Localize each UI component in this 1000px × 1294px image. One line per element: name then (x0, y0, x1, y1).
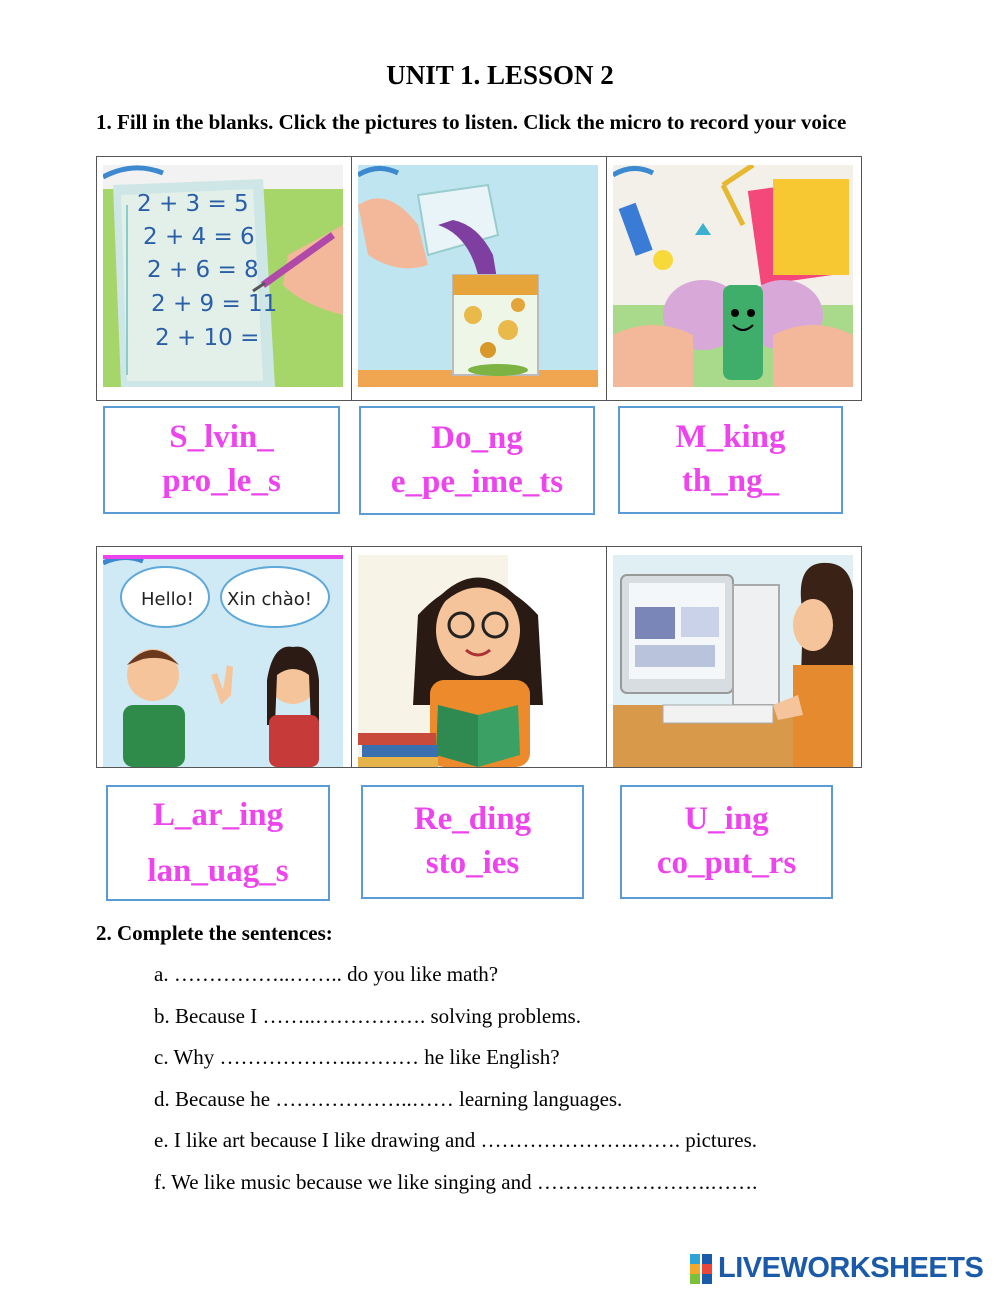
word-box-doing-experiments[interactable] (359, 406, 595, 515)
bubble-hello: Hello! (141, 589, 194, 610)
sentence-e[interactable]: e. I like art because I like drawing and ………………….……. pictures. (154, 1128, 758, 1152)
word-line-1: Do_ng (431, 419, 523, 456)
bubble-xin-chao: Xin chào! (227, 589, 313, 610)
picture-doing-experiments[interactable] (352, 157, 607, 400)
picture-reading-stories[interactable] (352, 547, 607, 767)
liveworksheets-logo (690, 1252, 983, 1285)
picture-using-computers[interactable] (607, 547, 861, 767)
sentence-c[interactable]: c. Why ………………..……… he like English? (154, 1045, 560, 1069)
word-box-learning-languages[interactable] (106, 785, 330, 901)
svg-text:2 + 10 =: 2 + 10 = (155, 325, 260, 351)
word-box-reading-stories[interactable] (361, 785, 584, 899)
logo-badge-icon (690, 1254, 714, 1284)
exercise-2-title: 2. Complete the sentences: (96, 921, 333, 945)
word-box-solving-problems[interactable] (103, 406, 340, 514)
picture-making-things[interactable] (607, 157, 861, 400)
word-line-1: Re_ding (413, 801, 532, 838)
word-line-2: pro_le_s (162, 463, 281, 499)
word-box-using-computers[interactable] (620, 785, 833, 899)
word-line-2: e_pe_ime_ts (390, 463, 564, 500)
svg-text:2 + 9 = 11: 2 + 9 = 11 (151, 291, 278, 317)
word-box-making-things[interactable] (618, 406, 843, 514)
picture-grid-row-2 (96, 546, 862, 768)
sentence-b[interactable]: b. Because I ……..……………. solving problems. (154, 1004, 581, 1028)
page-title: UNIT 1. LESSON 2 (386, 60, 614, 90)
greeting-image (103, 555, 343, 767)
sentence-d[interactable]: d. Because he ………………..…… learning languages. (154, 1087, 623, 1111)
svg-text:2 + 4 = 6: 2 + 4 = 6 (143, 224, 255, 250)
computer-image (613, 555, 853, 767)
exercise-1-instruction: 1. Fill in the blanks. Click the pictures to listen. Click the micro to record your voice (96, 110, 847, 134)
picture-solving-problems[interactable] (97, 157, 352, 400)
picture-grid-row-1 (96, 156, 862, 401)
word-line-1: M_king (675, 419, 786, 456)
svg-text:2 + 6 = 8: 2 + 6 = 8 (147, 257, 259, 283)
experiment-image (358, 165, 598, 387)
picture-learning-languages[interactable] (97, 547, 352, 767)
word-line-1: L_ar_ing (152, 796, 284, 833)
word-line-2: lan_uag_s (147, 853, 289, 889)
reading-image (358, 555, 598, 767)
svg-text:2 + 3 = 5: 2 + 3 = 5 (137, 191, 249, 217)
word-line-2: co_put_rs (656, 845, 797, 881)
sentence-f[interactable]: f. We like music because we like singing and …………………….……. (154, 1170, 758, 1194)
math-notebook-image (103, 165, 343, 387)
word-line-1: U_ing (684, 801, 769, 838)
craft-image (613, 165, 853, 387)
word-line-2: th_ng_ (681, 463, 780, 499)
sentence-a[interactable]: a. ……………..…….. do you like math? (154, 962, 499, 986)
word-line-1: S_lvin_ (169, 419, 274, 456)
logo-text: LIVEWORKSHEETS (718, 1252, 984, 1284)
word-line-2: sto_ies (425, 845, 520, 881)
